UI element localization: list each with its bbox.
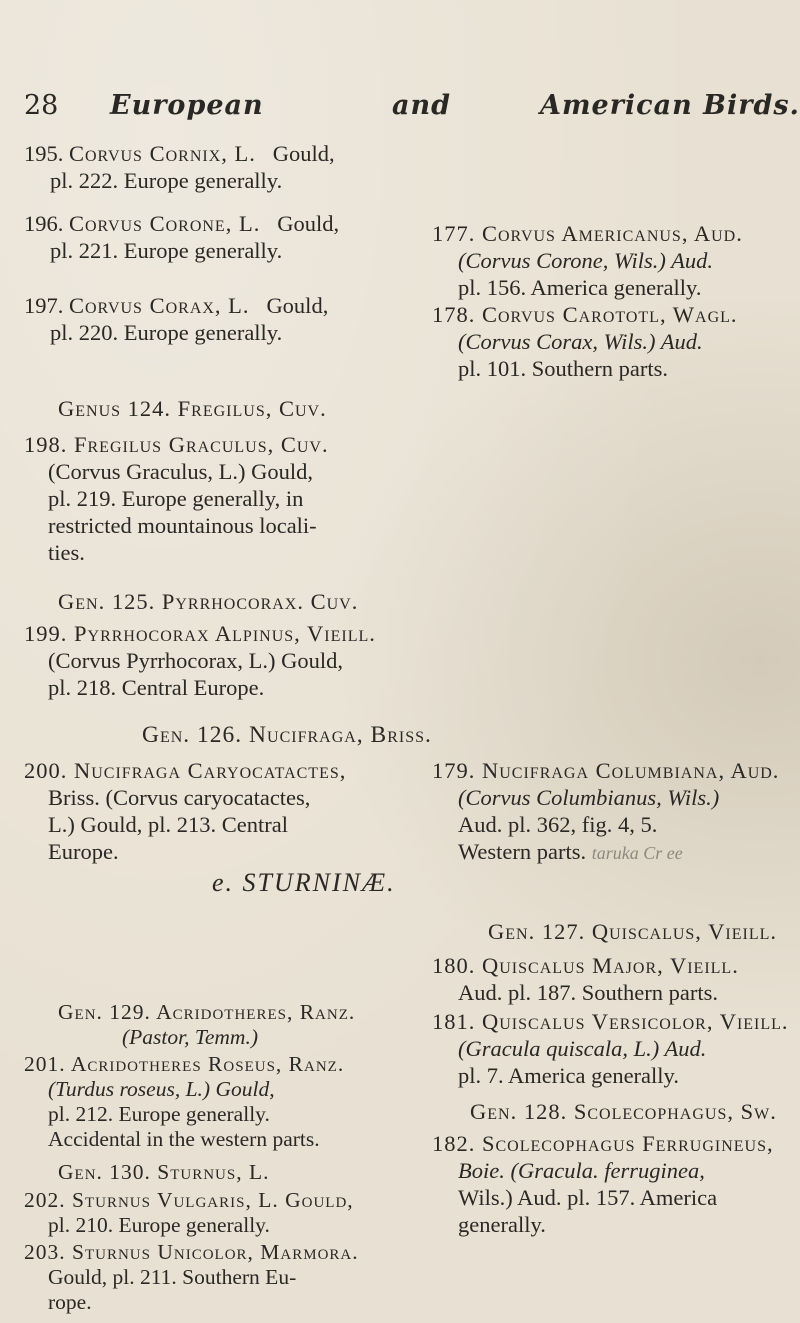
entry-202: 202. Sturnus Vulgaris, L. Gould, pl. 210. Europe generally. [24, 1188, 354, 1237]
genus-127: Gen. 127. Quiscalus, Vieill. [488, 919, 778, 944]
genus-130: Gen. 130. Sturnus, L. [58, 1160, 270, 1184]
entry-201: 201. Acridotheres Roseus, Ranz. (Turdus roseus, L.) Gould, pl. 212. Europe generally. Accidental in the western parts. [24, 1052, 345, 1151]
entry-181: 181. Quiscalus Versicolor, Vieill. (Gracula quiscala, L.) Aud. pl. 7. America generally. [432, 1009, 789, 1088]
entry-196: 196. Corvus Corone, L. Gould, pl. 221. Europe generally. [24, 211, 340, 263]
header-middle: and [392, 90, 452, 121]
entry-199: 199. Pyrrhocorax Alpinus, Vieill. (Corvus Pyrrhocorax, L.) Gould, pl. 218. Central Europe. [24, 621, 376, 700]
entry-195: 195. Corvus Cornix, L. Gould, pl. 222. Europe generally. [24, 141, 335, 193]
genus-126: Gen. 126. Nucifraga, Briss. [142, 722, 432, 748]
entry-182: 182. Scolecophagus Ferrugineus, Boie. (Gracula. ferruginea, Wils.) Aud. pl. 157. America generally. [432, 1131, 774, 1237]
entry-179: 179. Nucifraga Columbiana, Aud. (Corvus Columbianus, Wils.) Aud. pl. 362, fig. 4, 5. Western parts. taruka Cr ee [432, 758, 780, 864]
genus-125: Gen. 125. Pyrrhocorax. Cuv. [58, 589, 359, 614]
entry-200: 200. Nucifraga Caryocatactes, Briss. (Corvus caryocatactes, L.) Gould, pl. 213. Central Europe. [24, 758, 347, 864]
section-sturninae: e. STURNINÆ. [212, 868, 396, 897]
genus-128: Gen. 128. Scolecophagus, Sw. [470, 1099, 777, 1124]
genus-124: Genus 124. Fregilus, Cuv. [58, 396, 327, 421]
entry-197: 197. Corvus Corax, L. Gould, pl. 220. Europe generally. [24, 293, 329, 345]
entry-178: 178. Corvus Carototl, Wagl. (Corvus Corax, Wils.) Aud. pl. 101. Southern parts. [432, 302, 738, 381]
handwritten-note: taruka Cr ee [591, 843, 683, 863]
entry-203: 203. Sturnus Unicolor, Marmora. Gould, pl. 211. Southern Eu- rope. [24, 1240, 359, 1314]
page-number: 28 [24, 90, 59, 121]
entry-177: 177. Corvus Americanus, Aud. (Corvus Corone, Wils.) Aud. pl. 156. America generally. [432, 221, 743, 300]
entry-198: 198. Fregilus Graculus, Cuv. (Corvus Graculus, L.) Gould, pl. 219. Europe generally, in restricted mountainous locali- ties. [24, 432, 329, 565]
header-right: American Birds. [540, 90, 800, 121]
genus-129: Gen. 129. Acridotheres, Ranz. (Pastor, Temm.) [58, 1000, 356, 1049]
entry-180: 180. Quiscalus Major, Vieill. Aud. pl. 187. Southern parts. [432, 953, 739, 1005]
header-left: European [110, 90, 264, 121]
